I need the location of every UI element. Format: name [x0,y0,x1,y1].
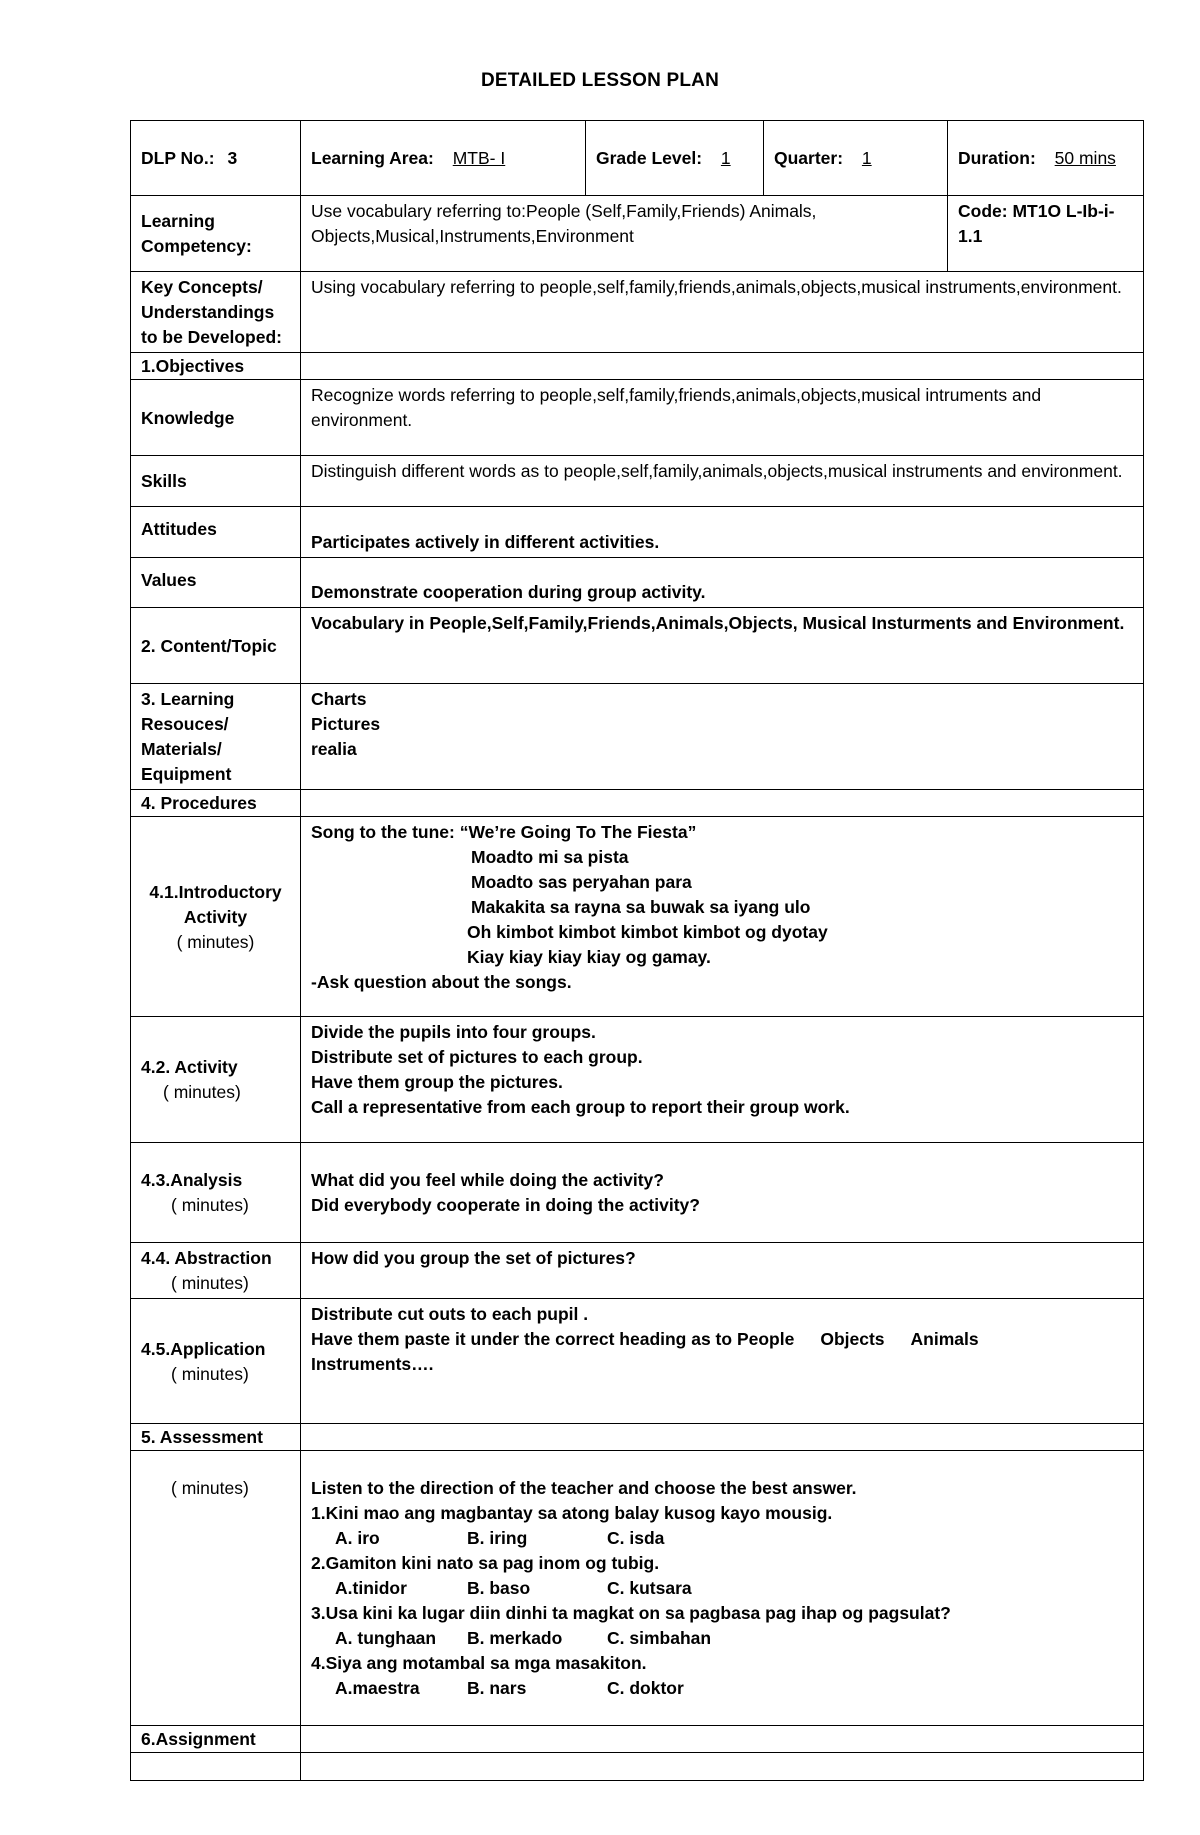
application-line: Instruments…. [311,1354,434,1374]
quarter-cell [764,121,948,196]
choice-b: B. iring [467,1528,528,1548]
assignment-heading: 6.Assignment [131,1726,301,1753]
dlp-label: DLP No.: [141,148,215,168]
duration-label: Duration: [958,148,1036,168]
competency-label: Learning Competency: [131,196,301,272]
dlp-cell [131,121,301,196]
application-line2-a: Have them paste it under the correct heading as to People [311,1329,795,1349]
attitudes-label: Attitudes [131,507,301,558]
assignment-heading-row [131,1726,1144,1753]
analysis-label: 4.3.Analysis [141,1170,243,1190]
activity-line: Divide the pupils into four groups. [311,1022,596,1042]
introductory-label-cell [131,817,301,1017]
analysis-line: Did everybody cooperate in doing the activity? [311,1195,700,1215]
knowledge-text: Recognize words referring to people,self,family,friends,animals,objects,musical intruments and environment. [301,380,1144,456]
assessment-label-cell [131,1451,301,1726]
analysis-content [301,1143,1144,1243]
resource-item: Charts [311,689,367,709]
song-line: Makakita sa rayna sa buwak sa iyang ulo [471,897,811,917]
abstraction-row [131,1243,1144,1299]
activity-line: Distribute set of pictures to each group. [311,1047,643,1067]
minutes-label: ( minutes) [163,1082,241,1102]
minutes-label: ( minutes) [171,1478,249,1498]
application-label: 4.5.Application [141,1338,266,1359]
header-row [131,121,1144,196]
choice-a: A. iro [335,1528,380,1548]
page-title: DETAILED LESSON PLAN [481,70,719,91]
abstraction-label: 4.4. Abstraction [141,1248,272,1268]
resources-row [131,684,1144,790]
procedures-heading: 4. Procedures [131,790,301,817]
analysis-label-cell [131,1143,301,1243]
ask-question: -Ask question about the songs. [311,972,572,992]
heading-animals: Animals [910,1329,979,1349]
skills-text: Distinguish different words as to people,self,family,animals,objects,musical instruments and environment. [301,456,1144,507]
values-label: Values [131,558,301,608]
abstraction-text: How did you group the set of pictures? [301,1243,1144,1299]
application-content [301,1299,1144,1424]
choice-c: C. isda [607,1528,665,1548]
procedures-heading-row [131,790,1144,817]
answer-choices [311,1526,1133,1551]
activity-content [301,1017,1144,1143]
values-row [131,558,1144,608]
assessment-direction: Listen to the direction of the teacher and choose the best answer. [311,1478,857,1498]
activity-row [131,1017,1144,1143]
assignment-blank-row [131,1753,1144,1781]
knowledge-row [131,380,1144,456]
answer-choices [311,1576,1133,1601]
knowledge-label: Knowledge [131,380,301,456]
choice-c: C. doktor [607,1678,684,1698]
application-line [311,1327,1133,1352]
grade-level-cell [586,121,764,196]
question: 3.Usa kini ka lugar diin dinhi ta magkat on sa pagbasa pag ihap og pagsulat? [311,1603,951,1623]
choice-a: A.tinidor [335,1578,407,1598]
skills-row [131,456,1144,507]
content-row [131,608,1144,684]
choice-b: B. merkado [467,1628,563,1648]
quarter-label: Quarter: [774,148,844,168]
assessment-row [131,1451,1144,1726]
competency-text: Use vocabulary referring to:People (Self,Family,Friends) Animals, Objects,Musical,Instruments,Environment [301,196,948,272]
minutes-label: ( minutes) [176,931,255,952]
question: 1.Kini mao ang magbantay sa atong balay kusog kayo mousig. [311,1503,833,1523]
learning-area-value: MTB- I [452,148,506,168]
song-line: Moadto mi sa pista [471,847,629,867]
values-text: Demonstrate cooperation during group activity. [301,558,1144,608]
resources-label: 3. Learning Resouces/ Materials/ Equipment [131,684,301,790]
dlp-value: 3 [227,148,238,168]
analysis-line: What did you feel while doing the activity? [311,1170,664,1190]
resource-item: realia [311,739,357,759]
grade-level-value: 1 [720,148,731,168]
resources-list [301,684,1144,790]
content-label: 2. Content/Topic [131,608,301,684]
choice-b: B. baso [467,1578,531,1598]
activity-line: Call a representative from each group to report their group work. [311,1097,850,1117]
learning-area-cell [301,121,586,196]
duration-cell [948,121,1144,196]
application-row [131,1299,1144,1424]
objectives-heading-row [131,353,1144,380]
choice-b: B. nars [467,1678,527,1698]
introductory-row [131,817,1144,1017]
assessment-heading: 5. Assessment [131,1424,301,1451]
minutes-label: ( minutes) [171,1273,249,1293]
introductory-content [301,817,1144,1017]
learning-area-label: Learning Area: [311,148,434,168]
heading-objects: Objects [820,1329,885,1349]
song-title: Song to the tune: “We’re Going To The Fiesta” [311,822,697,842]
introductory-label: 4.1.Introductory Activity [149,881,282,927]
answer-choices [311,1676,1133,1701]
competency-row [131,196,1144,272]
activity-label: 4.2. Activity [141,1057,238,1077]
choice-a: A. tunghaan [335,1628,437,1648]
grade-level-label: Grade Level: [596,148,703,168]
song-line: Kiay kiay kiay kiay og gamay. [467,947,711,967]
choice-a: A.maestra [335,1678,420,1698]
content-text: Vocabulary in People,Self,Family,Friends,Animals,Objects, Musical Insturments and Environment. [301,608,1144,684]
question: 2.Gamiton kini nato sa pag inom og tubig. [311,1553,660,1573]
resource-item: Pictures [311,714,381,734]
lesson-plan-table [130,120,1144,1781]
quarter-value: 1 [861,148,872,168]
attitudes-row [131,507,1144,558]
minutes-label: ( minutes) [171,1195,249,1215]
answer-choices [311,1626,1133,1651]
activity-label-cell [131,1017,301,1143]
analysis-row [131,1143,1144,1243]
song-line: Moadto sas peryahan para [471,872,692,892]
abstraction-label-cell [131,1243,301,1299]
activity-line: Have them group the pictures. [311,1072,563,1092]
objectives-heading: 1.Objectives [131,353,301,380]
minutes-label: ( minutes) [171,1363,249,1384]
choice-c: C. simbahan [607,1628,712,1648]
skills-label: Skills [131,456,301,507]
key-concepts-label: Key Concepts/ Understandings to be Developed: [131,272,301,353]
choice-c: C. kutsara [607,1578,692,1598]
assessment-content [301,1451,1144,1726]
song-line: Oh kimbot kimbot kimbot kimbot og dyotay [467,922,828,942]
key-concepts-row [131,272,1144,353]
competency-code: Code: MT1O L-Ib-i-1.1 [948,196,1144,272]
attitudes-text: Participates actively in different activities. [301,507,1144,558]
assessment-heading-row [131,1424,1144,1451]
question: 4.Siya ang motambal sa mga masakiton. [311,1653,647,1673]
key-concepts-text: Using vocabulary referring to people,self,family,friends,animals,objects,musical instruments,environment. [301,272,1144,353]
application-label-cell [131,1299,301,1424]
duration-value: 50 mins [1054,148,1116,168]
application-line: Distribute cut outs to each pupil . [311,1304,589,1324]
